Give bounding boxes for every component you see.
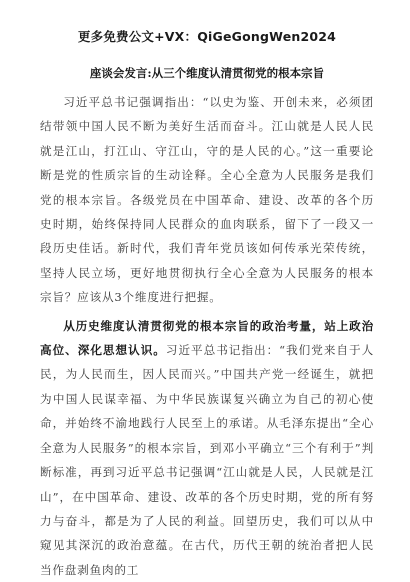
paragraph-2-body: 习近平总书记指出：“我们党来自于人民，为人民而生，因人民而兴。”中国共产党一经诞生，就把为中国人民谋幸福、为中华民族谋复兴确立为自己的初心使命，并始终不渝地践行人民至上的承诺。从毛泽东提出“全心全意为人民服务”的根本宗旨，到邓小平确立“三个有利于”判断标准，再到习近平总书记强调“江山就是人民，人民就是江山”，在中国革命、建设、改革的各个历史时期，党的所有努力与奋斗，都是为了人民的利益。回望历史，我们可以从中窥见其深沉的政治意蕴。在古代，历代王朝的统治者把人民当作盘剥鱼肉的工	[40, 343, 374, 577]
paragraph-2	[40, 314, 374, 582]
paragraph-2-lead: 从历史维度认清贯彻党的根本宗旨的政治考量，站上政治高位、深化思想认识。	[40, 318, 374, 358]
promo-header: 更多免费公文+VX：QiGeGongWen2024	[77, 29, 337, 44]
paragraph-1: 习近平总书记强调指出：“以史为鉴、开创未来，必须团结带领中国人民不断为美好生活而奋斗。江山就是人民人民就是江山，打江山、守江山，守的是人民的心。”这一重要论断是党的性质宗旨的生动诠释。全心全意为人民服务是我们党的根本宗旨。各级党员在中国革命、建设、改革的各个历史时期，始终保持同人民群众的血肉联系，留下了一段又一段历史佳话。新时代，我们青年党员该如何传承光荣传统，坚持人民立场，更好地贯彻执行全心全意为人民服务的根本宗旨？应该从3个维度进行把握。	[40, 95, 374, 305]
document-title: 座谈会发言:从三个维度认清贯彻党的根本宗旨	[89, 66, 325, 80]
